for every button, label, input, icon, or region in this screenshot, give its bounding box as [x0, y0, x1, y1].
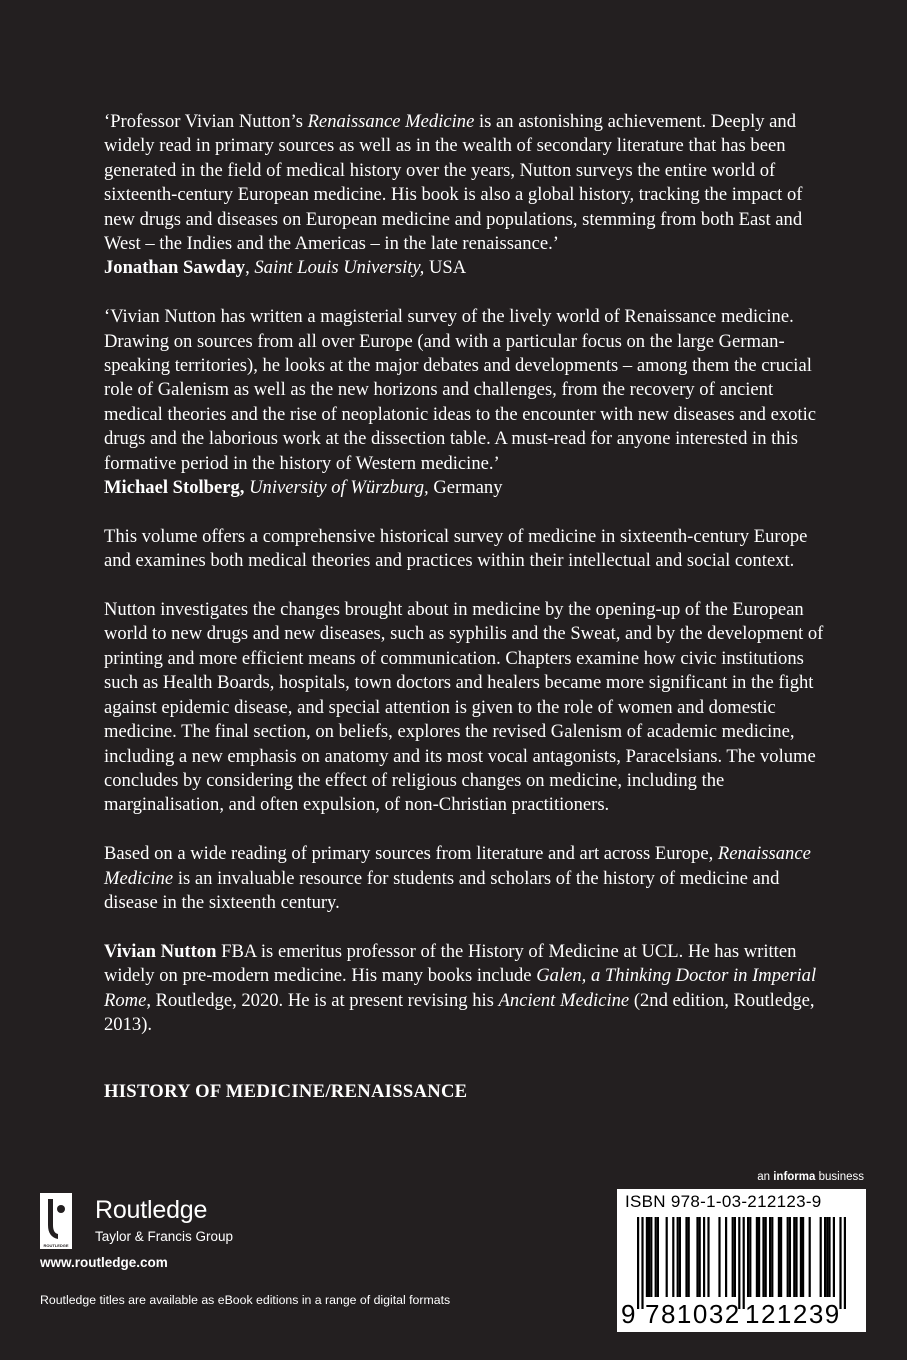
barcode-bar [696, 1217, 698, 1297]
back-cover-text [104, 110, 824, 1062]
barcode-bar [839, 1217, 841, 1309]
barcode-bar [820, 1217, 822, 1297]
routledge-logo-mark-icon [40, 1193, 72, 1249]
barcode-bar [646, 1217, 648, 1297]
barcode-bar [707, 1217, 709, 1297]
barcode-bar [765, 1217, 767, 1297]
barcode-bar [648, 1217, 650, 1297]
barcode-bar [762, 1217, 764, 1297]
barcode-digit-group-1: 781032 [645, 1299, 741, 1329]
barcode-bar [641, 1217, 643, 1309]
barcode-bar [828, 1217, 830, 1297]
barcode-bar [734, 1217, 736, 1297]
barcode-bar [677, 1217, 679, 1297]
barcode-bar [666, 1217, 668, 1297]
informa-tagline: an informa business [757, 1171, 864, 1183]
barcode-bar [732, 1217, 734, 1297]
isbn-barcode [617, 1189, 866, 1332]
barcode-bar [758, 1217, 760, 1297]
barcode-bar [802, 1217, 804, 1297]
barcode-bar [699, 1217, 701, 1297]
isbn-label: ISBN 978-1-03-212123-9 [625, 1192, 822, 1211]
barcode-bar [824, 1217, 826, 1297]
publisher-group: Taylor & Francis Group [95, 1229, 234, 1244]
description-paragraph-2: Nutton investigates the changes brought about in medicine by the opening-up of the European world to new drugs and new diseases, such as syphilis and the Sweat, and by the development of printing and more efficient means of communication. Chapters examine how civic institutions such as Health Boards, hospitals, town doctors and healers became more significant in the fight against epidemic disease, and special attention is given to the role of women and domestic medicine. The final section, on beliefs, explores the revised Galenism of academic medicine, including a new emphasis on anatomy and its most vocal antagonists, Paracelsians. The volume concludes by considering the effect of religious changes on medicine, including the marginalisation, and often expulsion, of non-Christian practitioners. [104, 599, 824, 816]
closing-paragraph: Based on a wide reading of primary sources from literature and art across Europe, Renaissance Medicine is an invaluable resource for students and scholars of the history of medicine and disease in the sixteenth century. [104, 843, 811, 913]
blurb-1-quote: ‘Professor Vivian Nutton’s Renaissance Medicine is an astonishing achievement. Deeply and widely read in primary sources as well as in the wealth of secondary literature that has been generated in the field of medical history over the years, Nutton surveys the entire world of sixteenth-century European medicine. His book is also a global history, tracking the impact of new drugs and diseases on European medicine and populations, stemming from both East and West – the Indies and the Americas – in the late renaissance.’ [104, 111, 803, 255]
barcode-bar [749, 1217, 751, 1297]
barcode-bar [795, 1217, 797, 1297]
publisher-name: Routledge [95, 1196, 208, 1224]
barcode-bar [655, 1217, 657, 1297]
description-paragraph-1: This volume offers a comprehensive historical survey of medicine in sixteenth-century Europe and examines both medical theories and practices within their intellectual and social context. [104, 525, 808, 572]
subject-category: HISTORY OF MEDICINE/RENAISSANCE [104, 1081, 468, 1102]
barcode-bar [657, 1217, 659, 1297]
barcode-bar [778, 1217, 780, 1297]
barcode-bar [789, 1217, 791, 1297]
barcode-bar [769, 1217, 771, 1297]
barcode-bar [809, 1217, 811, 1297]
barcode-bar [703, 1217, 705, 1297]
author-bio: Vivian Nutton FBA is emeritus professor of the History of Medicine at UCL. He has written widely on pre-modern medicine. His many books include Galen, a Thinking Doctor in Imperial Rome, Routledge, 2020. He is at present revising his Ancient Medicine (2nd edition, Routledge, 2013). [104, 940, 817, 1035]
barcode-bar [826, 1217, 828, 1297]
barcode-digit-first: 9 [621, 1299, 636, 1329]
blurb-2-attribution: Michael Stolberg, University of Würzburg, Germany [104, 477, 503, 499]
barcode-bar [718, 1217, 720, 1297]
barcode-bar [747, 1217, 749, 1297]
barcode-bar [738, 1217, 740, 1309]
barcode-digits [617, 1299, 866, 1329]
barcode-bar [787, 1217, 789, 1297]
barcode-bar [833, 1217, 835, 1297]
ebook-note: Routledge titles are available as eBook editions in a range of digital formats [40, 1293, 451, 1307]
barcode-bar [800, 1217, 802, 1297]
logo-mark-text: ROUTLEDGE [43, 1243, 69, 1248]
routledge-logo [40, 1193, 260, 1251]
barcode-digit-group-2: 121239 [745, 1299, 841, 1329]
barcode-bar [844, 1217, 846, 1309]
blurb-1-attribution: Jonathan Sawday, Saint Louis University, USA [104, 257, 467, 279]
barcode-bar [650, 1217, 652, 1297]
barcode-bar [743, 1217, 745, 1309]
barcode-bar [685, 1217, 687, 1297]
barcode-bar [771, 1217, 773, 1297]
barcode-bar [672, 1217, 674, 1297]
publisher-website: www.routledge.com [40, 1255, 168, 1270]
barcode-bar [679, 1217, 681, 1297]
barcode-bar [637, 1217, 639, 1309]
barcode-bar [793, 1217, 795, 1297]
blurb-2-quote: ‘Vivian Nutton has written a magisterial survey of the lively world of Renaissance medicine. Drawing on sources from all over Europe (and with a particular focus on the large German-speaking territories), he looks at the major debates and developments – among them the crucial role of Galenism as well as the new horizons and challenges, from the recovery of ancient medical theories and the rise of neoplatonic ideas to the encounter with new diseases and exotic drugs and the laborious work at the dissection table. A must-read for anyone interested in this formative period in the history of Western medicine.’ [104, 306, 817, 474]
barcode-bar [725, 1217, 727, 1297]
barcode-bar [688, 1217, 690, 1297]
barcode-bar [780, 1217, 782, 1297]
barcode-bar [756, 1217, 758, 1297]
